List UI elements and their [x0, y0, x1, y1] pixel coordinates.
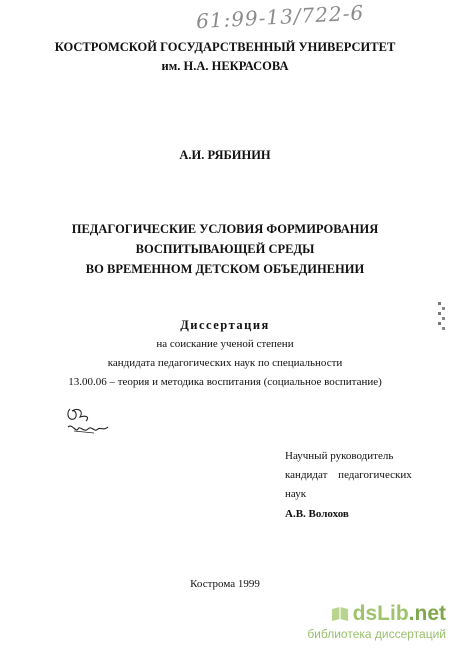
city-year: Кострома 1999 [190, 578, 260, 590]
archive-code-handwritten: 61:99-13/722-6 [195, 0, 365, 34]
watermark-logo-name: dsLib [352, 602, 409, 625]
supervisor-degree: кандидат педагогических [285, 469, 412, 481]
degree-line-2: кандидата педагогических наук по специальности [107, 357, 343, 369]
title-line-3: ВО ВРЕМЕННОМ ДЕТСКОМ ОБЪЕДИНЕНИИ [85, 262, 365, 276]
title-line-2: ВОСПИТЫВАЮЩЕЙ СРЕДЫ [135, 242, 315, 256]
university-name: КОСТРОМСКОЙ ГОСУДАРСТВЕННЫЙ УНИВЕРСИТЕТ [54, 40, 396, 54]
dslib-watermark [258, 602, 446, 648]
title-line-1: ПЕДАГОГИЧЕСКИЕ УСЛОВИЯ ФОРМИРОВАНИЯ [71, 222, 379, 236]
supervisor-degree-cont: наук [285, 488, 307, 500]
handwritten-signature [64, 403, 110, 439]
watermark-logo [353, 602, 446, 626]
author-name: А.И. РЯБИНИН [179, 148, 271, 162]
degree-line-1: на соискание ученой степени [156, 338, 294, 350]
watermark-subtitle: библиотека диссертаций [307, 627, 446, 641]
specialty-line: 13.00.06 – теория и методика воспитания (социальное воспитание) [68, 376, 382, 388]
supervisor-name: А.В. Волохов [285, 508, 349, 520]
book-icon [330, 605, 350, 623]
university-named-after: им. Н.А. НЕКРАСОВА [161, 59, 289, 73]
document-type-heading: Диссертация [180, 318, 270, 332]
watermark-logo-tld: .net [408, 602, 446, 625]
supervisor-label: Научный руководитель [285, 450, 394, 462]
